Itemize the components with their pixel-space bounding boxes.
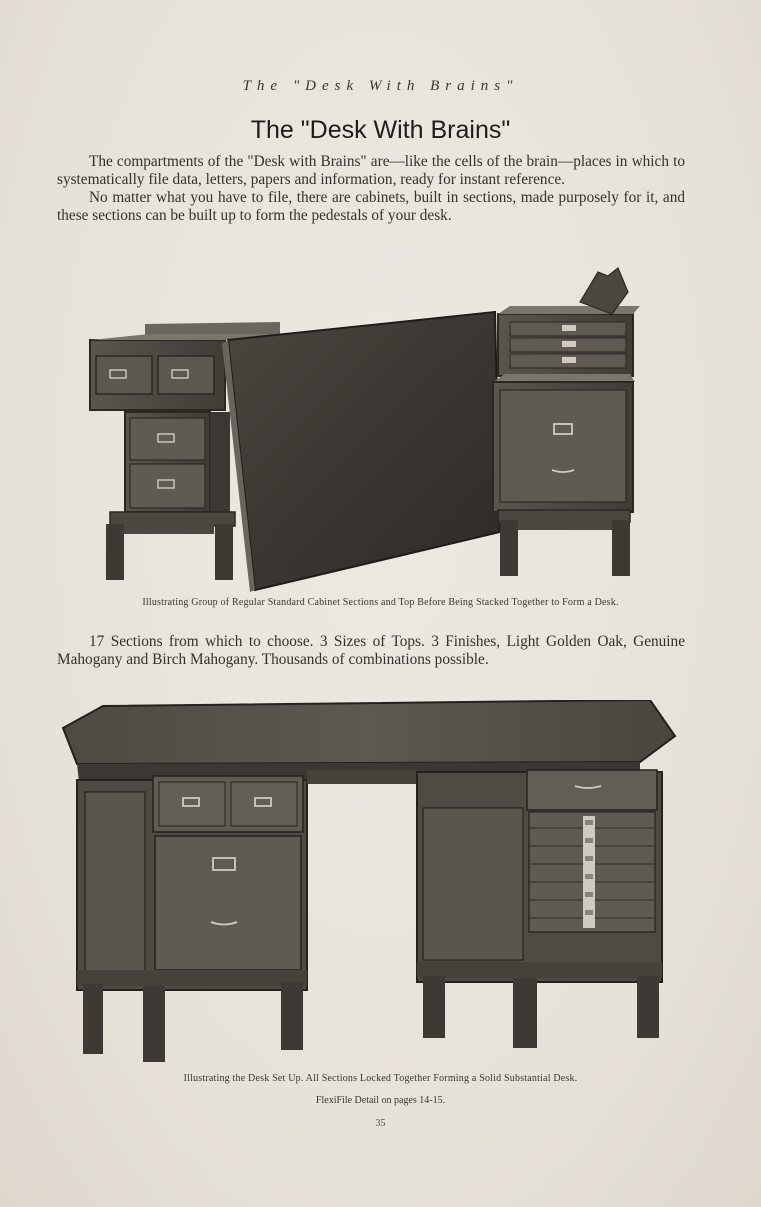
- assembled-desk-illustration: [55, 700, 680, 1070]
- page-number: 35: [375, 1118, 386, 1129]
- unstacked-sections-illustration: [80, 262, 655, 592]
- options-text: [57, 633, 685, 669]
- cross-reference: FlexiFile Detail on pages 14-15.: [315, 1095, 446, 1106]
- intro-paragraph-2: No matter what you have to file, there are cabinets, built in sections, made purposely for it, and these sections can be built up to form the pedestals of your desk.: [57, 189, 685, 224]
- card-drawer-bank: [529, 812, 655, 932]
- right-pedestal: [417, 770, 662, 1048]
- figure-unstacked-sections: [80, 262, 655, 592]
- right-cabinet-stack: [493, 268, 640, 576]
- figure-2-caption: Illustrating the Desk Set Up. All Sections Locked Together Forming a Solid Substantial Desk.: [183, 1073, 578, 1084]
- desk-center-opening: [307, 770, 419, 784]
- intro-paragraph-1: The compartments of the "Desk with Brains" are—like the cells of the brain—places in which to systematically file data, letters, papers and information, ready for instant reference.: [57, 153, 685, 188]
- intro-text: [57, 153, 685, 225]
- running-head: The "Desk With Brains": [242, 78, 519, 94]
- desk-top-panel: [222, 312, 500, 592]
- options-paragraph: 17 Sections from which to choose. 3 Sizes of Tops. 3 Finishes, Light Golden Oak, Genuine Mahogany and Birch Mahogany. Thousands of combinations possible.: [57, 633, 685, 668]
- page-title: The "Desk With Brains": [250, 116, 511, 144]
- figure-1-caption: Illustrating Group of Regular Standard Cabinet Sections and Top Before Being Stacked Together to Form a Desk.: [142, 597, 619, 608]
- left-pedestal: [77, 776, 307, 1062]
- figure-assembled-desk: [55, 700, 680, 1070]
